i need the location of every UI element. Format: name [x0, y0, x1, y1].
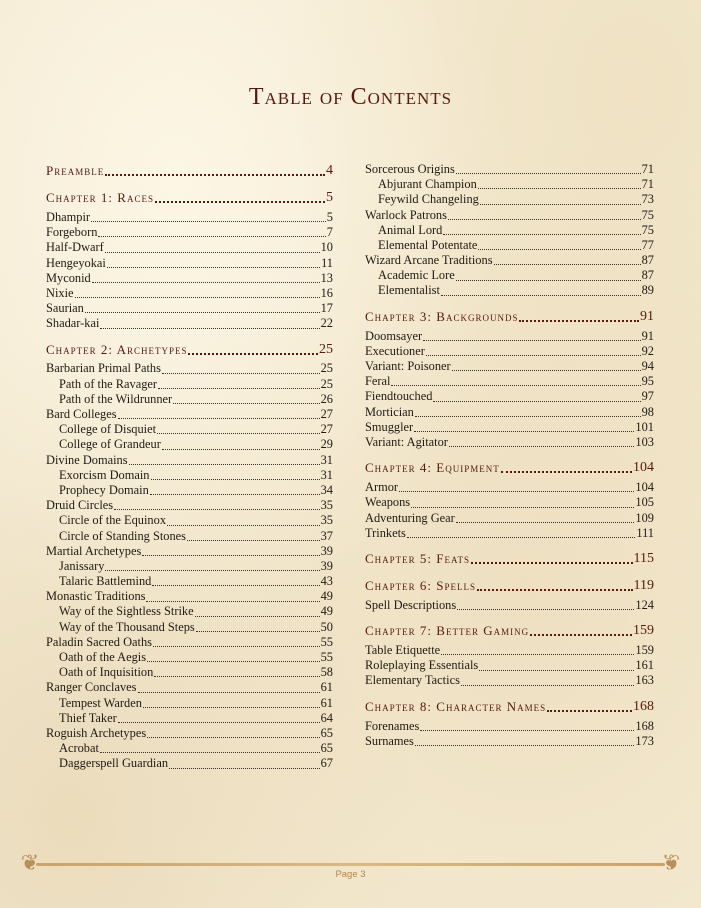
dot-leader [188, 352, 318, 355]
toc-page-number: 7 [326, 225, 333, 240]
toc-subentry[interactable] [46, 559, 333, 574]
dot-leader [456, 521, 635, 523]
toc-subentry[interactable] [365, 177, 654, 192]
toc-subentry[interactable] [46, 377, 333, 392]
toc-entry[interactable] [46, 407, 333, 422]
toc-page-number: 39 [320, 558, 333, 573]
page-title: Table of Contents [248, 84, 453, 110]
toc-label: Forenames [365, 718, 420, 733]
toc-label: Elementalist [378, 283, 440, 298]
dot-leader [155, 200, 325, 203]
dot-leader [391, 384, 640, 386]
dot-leader [85, 311, 320, 313]
toc-label: Shadar-kai [46, 316, 100, 331]
toc-entry[interactable] [365, 734, 654, 749]
dot-leader [477, 588, 632, 591]
toc-subentry[interactable] [365, 238, 654, 253]
toc-entry[interactable] [365, 405, 654, 420]
dot-leader [187, 539, 320, 541]
dot-leader [478, 187, 641, 189]
toc-subentry[interactable] [365, 192, 654, 207]
toc-entry[interactable] [46, 544, 333, 559]
spacer [46, 332, 333, 341]
toc-label: Nixie [46, 285, 74, 300]
toc-entry[interactable] [365, 253, 654, 268]
toc-label: Chapter 1: Races [46, 190, 154, 205]
toc-label: Spell Descriptions [365, 597, 457, 612]
toc-page-number: 61 [320, 695, 333, 710]
toc-page-number: 49 [320, 604, 333, 619]
toc-entry[interactable] [365, 420, 654, 435]
dot-leader [105, 173, 325, 176]
toc-page-number: 49 [320, 589, 333, 604]
toc-page-number: 161 [635, 658, 654, 673]
toc-entry[interactable] [46, 453, 333, 468]
toc-page-number: 91 [640, 308, 654, 324]
toc-page-number: 31 [320, 452, 333, 467]
toc-page-number: 55 [320, 634, 333, 649]
toc-label: Chapter 2: Archetypes [46, 341, 188, 357]
toc-label: Armor [365, 480, 399, 495]
toc-entry[interactable] [365, 359, 654, 374]
toc-label: Hengeyokai [46, 255, 106, 270]
dot-leader [147, 660, 320, 662]
dot-leader [114, 508, 320, 510]
dot-leader [479, 669, 634, 671]
toc-page-number: 34 [320, 482, 333, 497]
toc-page-number: 4 [326, 163, 333, 178]
toc-label: Divine Domains [46, 452, 128, 467]
toc-label: Path of the Ravager [59, 376, 158, 391]
dot-leader [480, 203, 641, 205]
toc-entry[interactable] [46, 286, 333, 301]
toc-page-number: 104 [635, 480, 654, 495]
toc-chapter-heading[interactable] [46, 341, 333, 359]
dot-leader [158, 387, 320, 389]
dot-leader [142, 554, 319, 556]
toc-page-number: 94 [641, 359, 654, 374]
toc-subentry[interactable] [46, 529, 333, 544]
toc-page-number: 111 [636, 525, 654, 540]
toc-chapter-heading[interactable] [365, 459, 654, 477]
toc-label: Doomsayer [365, 328, 423, 343]
toc-page-number: 71 [641, 177, 654, 192]
dot-leader [414, 430, 634, 432]
toc-page-number: 43 [320, 574, 333, 589]
toc-label: Chapter 6: Spells [365, 577, 477, 593]
toc-subentry[interactable] [365, 284, 654, 299]
toc-label: Half-Dwarf [46, 240, 104, 255]
dot-leader [399, 490, 634, 492]
dot-leader [154, 675, 319, 677]
toc-subentry[interactable] [46, 483, 333, 498]
toc-label: Oath of the Aegis [59, 650, 147, 665]
toc-subentry[interactable] [46, 574, 333, 589]
toc-subentry[interactable] [46, 437, 333, 452]
toc-page-number: 173 [635, 733, 654, 748]
toc-label: Elemental Potentate [378, 237, 478, 252]
toc-page-number: 98 [641, 404, 654, 419]
toc-label: Exorcism Domain [59, 467, 150, 482]
dot-leader [162, 448, 320, 450]
toc-label: Prophecy Domain [59, 482, 149, 497]
toc-entry[interactable] [365, 208, 654, 223]
toc-label: Saurian [46, 301, 84, 316]
toc-label: Myconid [46, 270, 91, 285]
toc-page-number: 25 [320, 376, 333, 391]
dot-leader [196, 630, 320, 632]
toc-label: Abjurant Champion [378, 177, 477, 192]
toc-page-number: 61 [320, 680, 333, 695]
toc-label: College of Disquiet [59, 422, 157, 437]
toc-subentry[interactable] [365, 268, 654, 283]
dot-leader [75, 296, 320, 298]
toc-page-number: 75 [641, 207, 654, 222]
toc-label: Sorcerous Origins [365, 161, 455, 176]
toc-label: Chapter 7: Better Gaming [365, 623, 530, 639]
toc-label: Barbarian Primal Paths [46, 361, 161, 376]
toc-page-number: 103 [635, 434, 654, 449]
toc-label: Thief Taker [59, 710, 117, 725]
toc-subentry[interactable] [46, 756, 333, 771]
dot-leader [169, 767, 320, 769]
toc-entry[interactable] [46, 256, 333, 271]
toc-entry[interactable] [46, 498, 333, 513]
dot-leader [501, 470, 632, 473]
dot-leader [441, 294, 641, 296]
toc-entry[interactable] [365, 389, 654, 404]
toc-label: Tempest Warden [59, 695, 142, 710]
toc-chapter-heading[interactable] [365, 308, 654, 326]
toc-entry[interactable] [365, 658, 654, 673]
dot-leader [547, 709, 632, 712]
dot-leader [147, 736, 319, 738]
toc-subentry[interactable] [46, 711, 333, 726]
toc-label: Warlock Patrons [365, 207, 447, 222]
toc-page-number: 65 [320, 741, 333, 756]
toc-page-number: 89 [641, 283, 654, 298]
toc-label: Martial Archetypes [46, 543, 142, 558]
toc-label: College of Grandeur [59, 437, 161, 452]
toc-chapter-heading[interactable] [365, 577, 654, 595]
toc-entry[interactable] [365, 643, 654, 658]
toc-entry[interactable] [365, 598, 654, 613]
toc-page-number: 58 [320, 665, 333, 680]
spacer [46, 180, 333, 189]
toc-page-number: 124 [635, 597, 654, 612]
dot-leader [105, 569, 319, 571]
toc-page-number: 50 [320, 619, 333, 634]
toc-label: Roleplaying Essentials [365, 658, 479, 673]
toc-entry[interactable] [46, 210, 333, 225]
dot-leader [441, 653, 634, 655]
toc-page-number: 159 [635, 643, 654, 658]
dot-leader [411, 506, 634, 508]
dot-leader [118, 721, 320, 723]
flourish-icon: ❦ [661, 851, 681, 876]
toc-entry[interactable] [365, 526, 654, 541]
toc-entry[interactable] [46, 635, 333, 650]
toc-chapter-heading[interactable] [46, 189, 333, 207]
dot-leader [152, 584, 319, 586]
toc-page-number: 119 [633, 577, 654, 593]
toc-page-number: 159 [633, 623, 654, 639]
toc-page-number: 16 [320, 285, 333, 300]
toc-label: Paladin Sacred Oaths [46, 634, 152, 649]
toc-label: Way of the Thousand Steps [59, 619, 195, 634]
toc-entry[interactable] [46, 225, 333, 240]
toc-label: Roguish Archetypes [46, 725, 147, 740]
toc-page-number: 35 [320, 498, 333, 513]
dot-leader [157, 432, 320, 434]
dot-leader [91, 220, 326, 222]
toc-label: Feywild Changeling [378, 192, 479, 207]
toc-entry[interactable] [46, 589, 333, 604]
toc-entry[interactable] [365, 162, 654, 177]
dot-leader [129, 463, 320, 465]
dot-leader [146, 600, 319, 602]
toc-label: Bard Colleges [46, 407, 117, 422]
dot-leader [162, 372, 320, 374]
toc-page-number: 5 [326, 190, 333, 205]
toc-page-number: 13 [320, 270, 333, 285]
dot-leader [415, 415, 641, 417]
toc-subentry[interactable] [46, 620, 333, 635]
dot-leader [118, 417, 320, 419]
toc-page-number: 37 [320, 528, 333, 543]
toc-page-number: 26 [320, 391, 333, 406]
dot-leader [471, 561, 632, 564]
toc-entry[interactable] [365, 674, 654, 689]
flourish-icon: ❦ [20, 851, 40, 876]
toc-label: Talaric Battlemind [59, 574, 152, 589]
toc-label: Chapter 4: Equipment [365, 460, 500, 476]
toc-page-number: 87 [641, 253, 654, 268]
toc-subentry[interactable] [46, 513, 333, 528]
toc-page-number: 101 [635, 419, 654, 434]
toc-subentry[interactable] [46, 741, 333, 756]
toc-label: Chapter 8: Character Names [365, 698, 547, 714]
toc-entry[interactable] [46, 301, 333, 316]
dot-leader [105, 251, 320, 253]
toc-entry[interactable] [365, 435, 654, 450]
toc-subentry[interactable] [46, 605, 333, 620]
toc-label: Druid Circles [46, 498, 114, 513]
toc-label: Wizard Arcane Traditions [365, 253, 493, 268]
toc-page-number: 95 [641, 374, 654, 389]
toc-label: Weapons [365, 495, 411, 510]
toc-page-number: 104 [633, 460, 654, 476]
toc-label: Adventuring Gear [365, 510, 455, 525]
toc-label: Fiendtouched [365, 389, 433, 404]
toc-label: Variant: Poisoner [365, 359, 451, 374]
toc-label: Elementary Tactics [365, 673, 460, 688]
dot-leader [415, 744, 635, 746]
toc-page-number: 25 [319, 341, 333, 357]
dot-leader [426, 354, 641, 356]
toc-entry[interactable] [365, 511, 654, 526]
toc-label: Dhampir [46, 209, 91, 224]
toc-page-number: 87 [641, 268, 654, 283]
dot-leader [151, 478, 320, 480]
spacer [365, 568, 654, 577]
dot-leader [153, 645, 320, 647]
toc-label: Feral [365, 374, 391, 389]
toc-subentry[interactable] [46, 392, 333, 407]
toc-page-number: 77 [641, 237, 654, 252]
toc-label: Circle of Standing Stones [59, 528, 186, 543]
footer-rule [36, 863, 665, 866]
dot-leader [100, 327, 319, 329]
toc-entry[interactable] [365, 719, 654, 734]
spacer [365, 613, 654, 622]
toc-page-number: 105 [635, 495, 654, 510]
dot-leader [167, 524, 320, 526]
toc-chapter-heading[interactable] [365, 550, 654, 568]
toc-entry[interactable] [365, 480, 654, 495]
dot-leader [92, 281, 320, 283]
toc-label: Executioner [365, 343, 425, 358]
toc-page-number: 27 [320, 407, 333, 422]
spacer [365, 689, 654, 698]
toc-page-number: 168 [633, 698, 654, 714]
dot-leader [173, 402, 319, 404]
toc-entry[interactable] [365, 374, 654, 389]
toc-page-number: 71 [641, 161, 654, 176]
dot-leader [420, 729, 634, 731]
dot-leader [494, 263, 641, 265]
dot-leader [423, 339, 640, 341]
toc-chapter-heading[interactable] [365, 622, 654, 640]
toc-page-number: 11 [321, 255, 333, 270]
toc-subentry[interactable] [46, 696, 333, 711]
toc-page-number: 10 [320, 240, 333, 255]
spacer [365, 541, 654, 550]
toc-page-number: 75 [641, 222, 654, 237]
toc-entry[interactable] [365, 495, 654, 510]
toc-page-number: 55 [320, 650, 333, 665]
toc-page-number: 115 [633, 550, 654, 566]
toc-page-number: 91 [641, 328, 654, 343]
dot-leader [449, 445, 634, 447]
toc-page-number: 65 [320, 725, 333, 740]
toc-label: Janissary [59, 558, 105, 573]
spacer [365, 299, 654, 308]
page-number: Page 3 [335, 869, 366, 880]
toc-page-number: 73 [641, 192, 654, 207]
toc-page-number: 29 [320, 437, 333, 452]
toc-label: Academic Lore [378, 268, 455, 283]
toc-page-number: 35 [320, 513, 333, 528]
toc-page-number: 31 [320, 467, 333, 482]
toc-label: Preamble [46, 163, 105, 178]
toc-page-number: 25 [320, 361, 333, 376]
dot-leader [478, 248, 640, 250]
toc-label: Ranger Conclaves [46, 680, 137, 695]
toc-chapter-heading[interactable] [365, 698, 654, 716]
toc-right-column [365, 162, 654, 749]
toc-label: Chapter 3: Backgrounds [365, 308, 519, 324]
toc-label: Way of the Sightless Strike [59, 604, 194, 619]
dot-leader [443, 233, 640, 235]
spacer [365, 450, 654, 459]
toc-page-number: 67 [320, 756, 333, 771]
toc-page-number: 109 [635, 510, 654, 525]
toc-label: Trinkets [365, 525, 406, 540]
toc-label: Smuggler [365, 419, 414, 434]
toc-subentry[interactable] [46, 468, 333, 483]
toc-label: Variant: Agitator [365, 434, 448, 449]
toc-subentry[interactable] [46, 422, 333, 437]
dot-leader [519, 319, 639, 322]
dot-leader [457, 608, 634, 610]
dot-leader [143, 706, 320, 708]
toc-page-number: 92 [641, 343, 654, 358]
toc-label: Table Etiquette [365, 643, 441, 658]
toc-entry[interactable] [46, 726, 333, 741]
dot-leader [456, 279, 641, 281]
toc-page-number: 64 [320, 710, 333, 725]
toc-page-number: 22 [320, 316, 333, 331]
toc-entry[interactable] [46, 316, 333, 331]
toc-page-number: 5 [326, 209, 333, 224]
dot-leader [100, 751, 320, 753]
dot-leader [530, 633, 632, 636]
toc-page-number: 168 [635, 718, 654, 733]
toc-label: Daggerspell Guardian [59, 756, 169, 771]
dot-leader [98, 235, 325, 237]
toc-entry[interactable] [46, 240, 333, 255]
dot-leader [150, 493, 320, 495]
dot-leader [195, 615, 320, 617]
toc-label: Forgeborn [46, 225, 98, 240]
dot-leader [107, 266, 320, 268]
toc-entry[interactable] [46, 680, 333, 695]
toc-label: Animal Lord [378, 222, 443, 237]
toc-chapter-heading[interactable] [46, 162, 333, 180]
toc-entry[interactable] [365, 344, 654, 359]
toc-subentry[interactable] [365, 223, 654, 238]
toc-page-number: 163 [635, 673, 654, 688]
toc-label: Chapter 5: Feats [365, 550, 471, 566]
toc-page-number: 39 [320, 543, 333, 558]
toc-entry[interactable] [365, 329, 654, 344]
toc-label: Circle of the Equinox [59, 513, 167, 528]
toc-left-column [46, 162, 333, 772]
dot-leader [461, 684, 635, 686]
toc-label: Monastic Traditions [46, 589, 146, 604]
toc-page-number: 97 [641, 389, 654, 404]
toc-subentry[interactable] [46, 665, 333, 680]
toc-label: Surnames [365, 733, 414, 748]
dot-leader [138, 691, 320, 693]
toc-page-number: 27 [320, 422, 333, 437]
toc-entry[interactable] [46, 271, 333, 286]
toc-entry[interactable] [46, 362, 333, 377]
dot-leader [452, 369, 641, 371]
dot-leader [456, 172, 641, 174]
toc-page-number: 17 [320, 301, 333, 316]
toc-label: Mortician [365, 404, 414, 419]
toc-subentry[interactable] [46, 650, 333, 665]
dot-leader [433, 400, 640, 402]
dot-leader [448, 218, 641, 220]
toc-label: Acrobat [59, 741, 99, 756]
toc-label: Path of the Wildrunner [59, 391, 173, 406]
dot-leader [407, 536, 635, 538]
toc-label: Oath of Inquisition [59, 665, 154, 680]
